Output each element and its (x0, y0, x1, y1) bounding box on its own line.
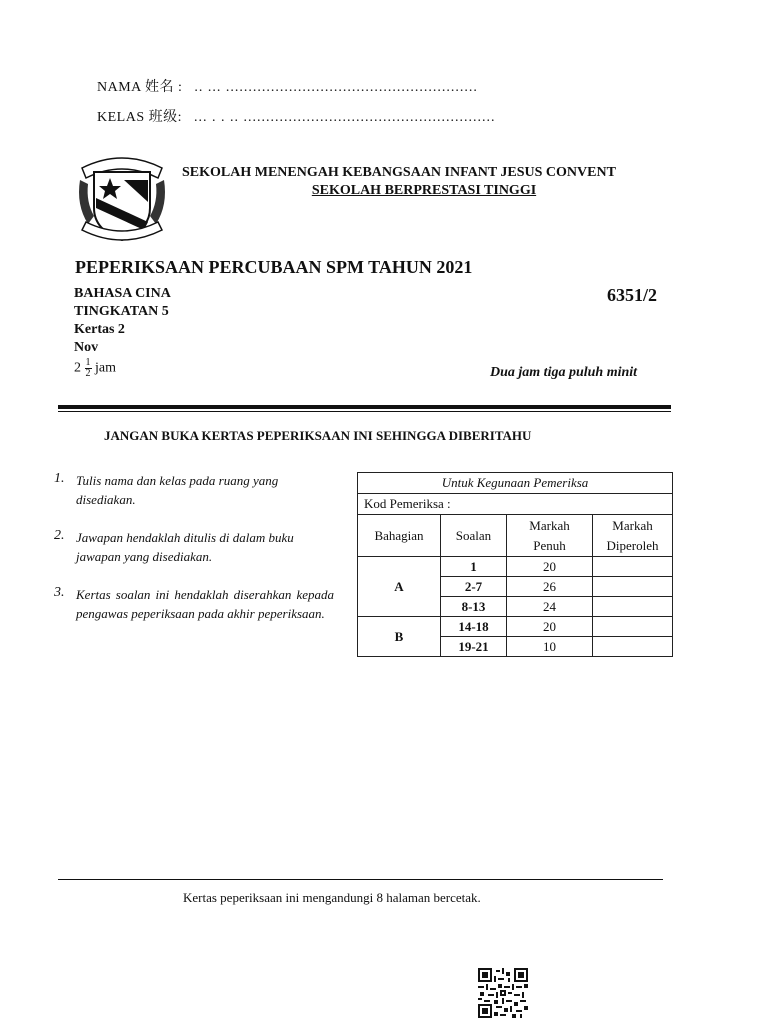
warning-text: JANGAN BUKA KERTAS PEPERIKSAAN INI SEHINGGA DIBERITAHU (104, 428, 532, 443)
duration-unit: jam (95, 360, 116, 376)
kelas-label: KELAS 班级: (97, 110, 182, 125)
paper-number: Kertas 2 (74, 322, 125, 337)
instruction-item (54, 528, 334, 566)
table-title: Untuk Kegunaan Pemeriksa (358, 473, 673, 494)
markah-penuh-cell: 20 (507, 617, 593, 637)
nama-field[interactable]: .. ... ........................................................ (194, 80, 478, 95)
divider-thin (58, 411, 671, 412)
instruction-text: Kertas soalan ini hendaklah diserahkan kepada pengawas peperiksaan pada akhir peperiksaan. (76, 587, 334, 621)
instructions-list (54, 471, 334, 623)
soalan-cell: 8-13 (441, 597, 507, 617)
duration-fraction (85, 358, 92, 379)
duration-numerator: 1 (85, 357, 91, 368)
header-markah-penuh: Markah Penuh (507, 515, 593, 557)
soalan-cell: 14-18 (441, 617, 507, 637)
table-row (358, 617, 673, 637)
markah-diperoleh-cell[interactable] (593, 637, 673, 657)
instruction-item (54, 471, 334, 509)
paper-code: 6351/2 (607, 285, 658, 305)
nama-line (97, 76, 478, 96)
header-bahagian: Bahagian (358, 515, 441, 557)
nama-label: NAMA 姓名 : (97, 80, 183, 95)
footer-rule (58, 879, 663, 880)
instruction-number: 2. (54, 528, 65, 543)
kelas-field[interactable]: ... . . .. ........................................................ (194, 110, 496, 125)
markah-penuh-cell: 10 (507, 637, 593, 657)
examiner-marks-table (357, 472, 673, 657)
soalan-cell: 2-7 (441, 577, 507, 597)
markah-penuh-cell: 24 (507, 597, 593, 617)
crest-icon (74, 150, 170, 246)
duration-text: Dua jam tiga puluh minit (490, 365, 638, 380)
qr-code-icon (478, 968, 528, 1018)
markah-penuh-cell: 20 (507, 557, 593, 577)
page-count-note: Kertas peperiksaan ini mengandungi 8 halaman bercetak. (183, 890, 481, 905)
school-crest (74, 150, 170, 246)
exam-month: Nov (74, 340, 99, 355)
markah-diperoleh-cell[interactable] (593, 577, 673, 597)
examiner-code-field[interactable]: Kod Pemeriksa : (358, 494, 673, 515)
section-b: B (358, 617, 441, 657)
form-level: TINGKATAN 5 (74, 304, 169, 319)
markah-diperoleh-cell[interactable] (593, 617, 673, 637)
instruction-number: 1. (54, 471, 65, 486)
exam-title: PEPERIKSAAN PERCUBAAN SPM TAHUN 2021 (75, 257, 473, 277)
markah-diperoleh-cell[interactable] (593, 557, 673, 577)
qr-code (478, 968, 528, 1018)
header-markah-diperoleh: Markah Diperoleh (593, 515, 673, 557)
divider-thick (58, 405, 671, 409)
subject-block (74, 285, 171, 357)
kelas-line (97, 106, 496, 126)
instruction-number: 3. (54, 585, 65, 600)
table-row (358, 557, 673, 577)
instruction-text: Jawapan hendaklah ditulis di dalam buku jawapan yang disediakan. (76, 530, 294, 564)
school-tagline: SEKOLAH BERPRESTASI TINGGI (311, 183, 537, 198)
header-soalan: Soalan (441, 515, 507, 557)
markah-penuh-cell: 26 (507, 577, 593, 597)
soalan-cell: 1 (441, 557, 507, 577)
instruction-text: Tulis nama dan kelas pada ruang yang disediakan. (76, 473, 279, 507)
markah-diperoleh-cell[interactable] (593, 597, 673, 617)
soalan-cell: 19-21 (441, 637, 507, 657)
duration-denominator: 2 (85, 368, 91, 379)
section-a: A (358, 557, 441, 617)
instruction-item (54, 585, 334, 623)
duration-whole: 2 (74, 360, 81, 376)
subject: BAHASA CINA (74, 286, 171, 301)
school-name: SEKOLAH MENENGAH KEBANGSAAN INFANT JESUS CONVENT (182, 165, 616, 180)
duration-hours (74, 358, 116, 379)
